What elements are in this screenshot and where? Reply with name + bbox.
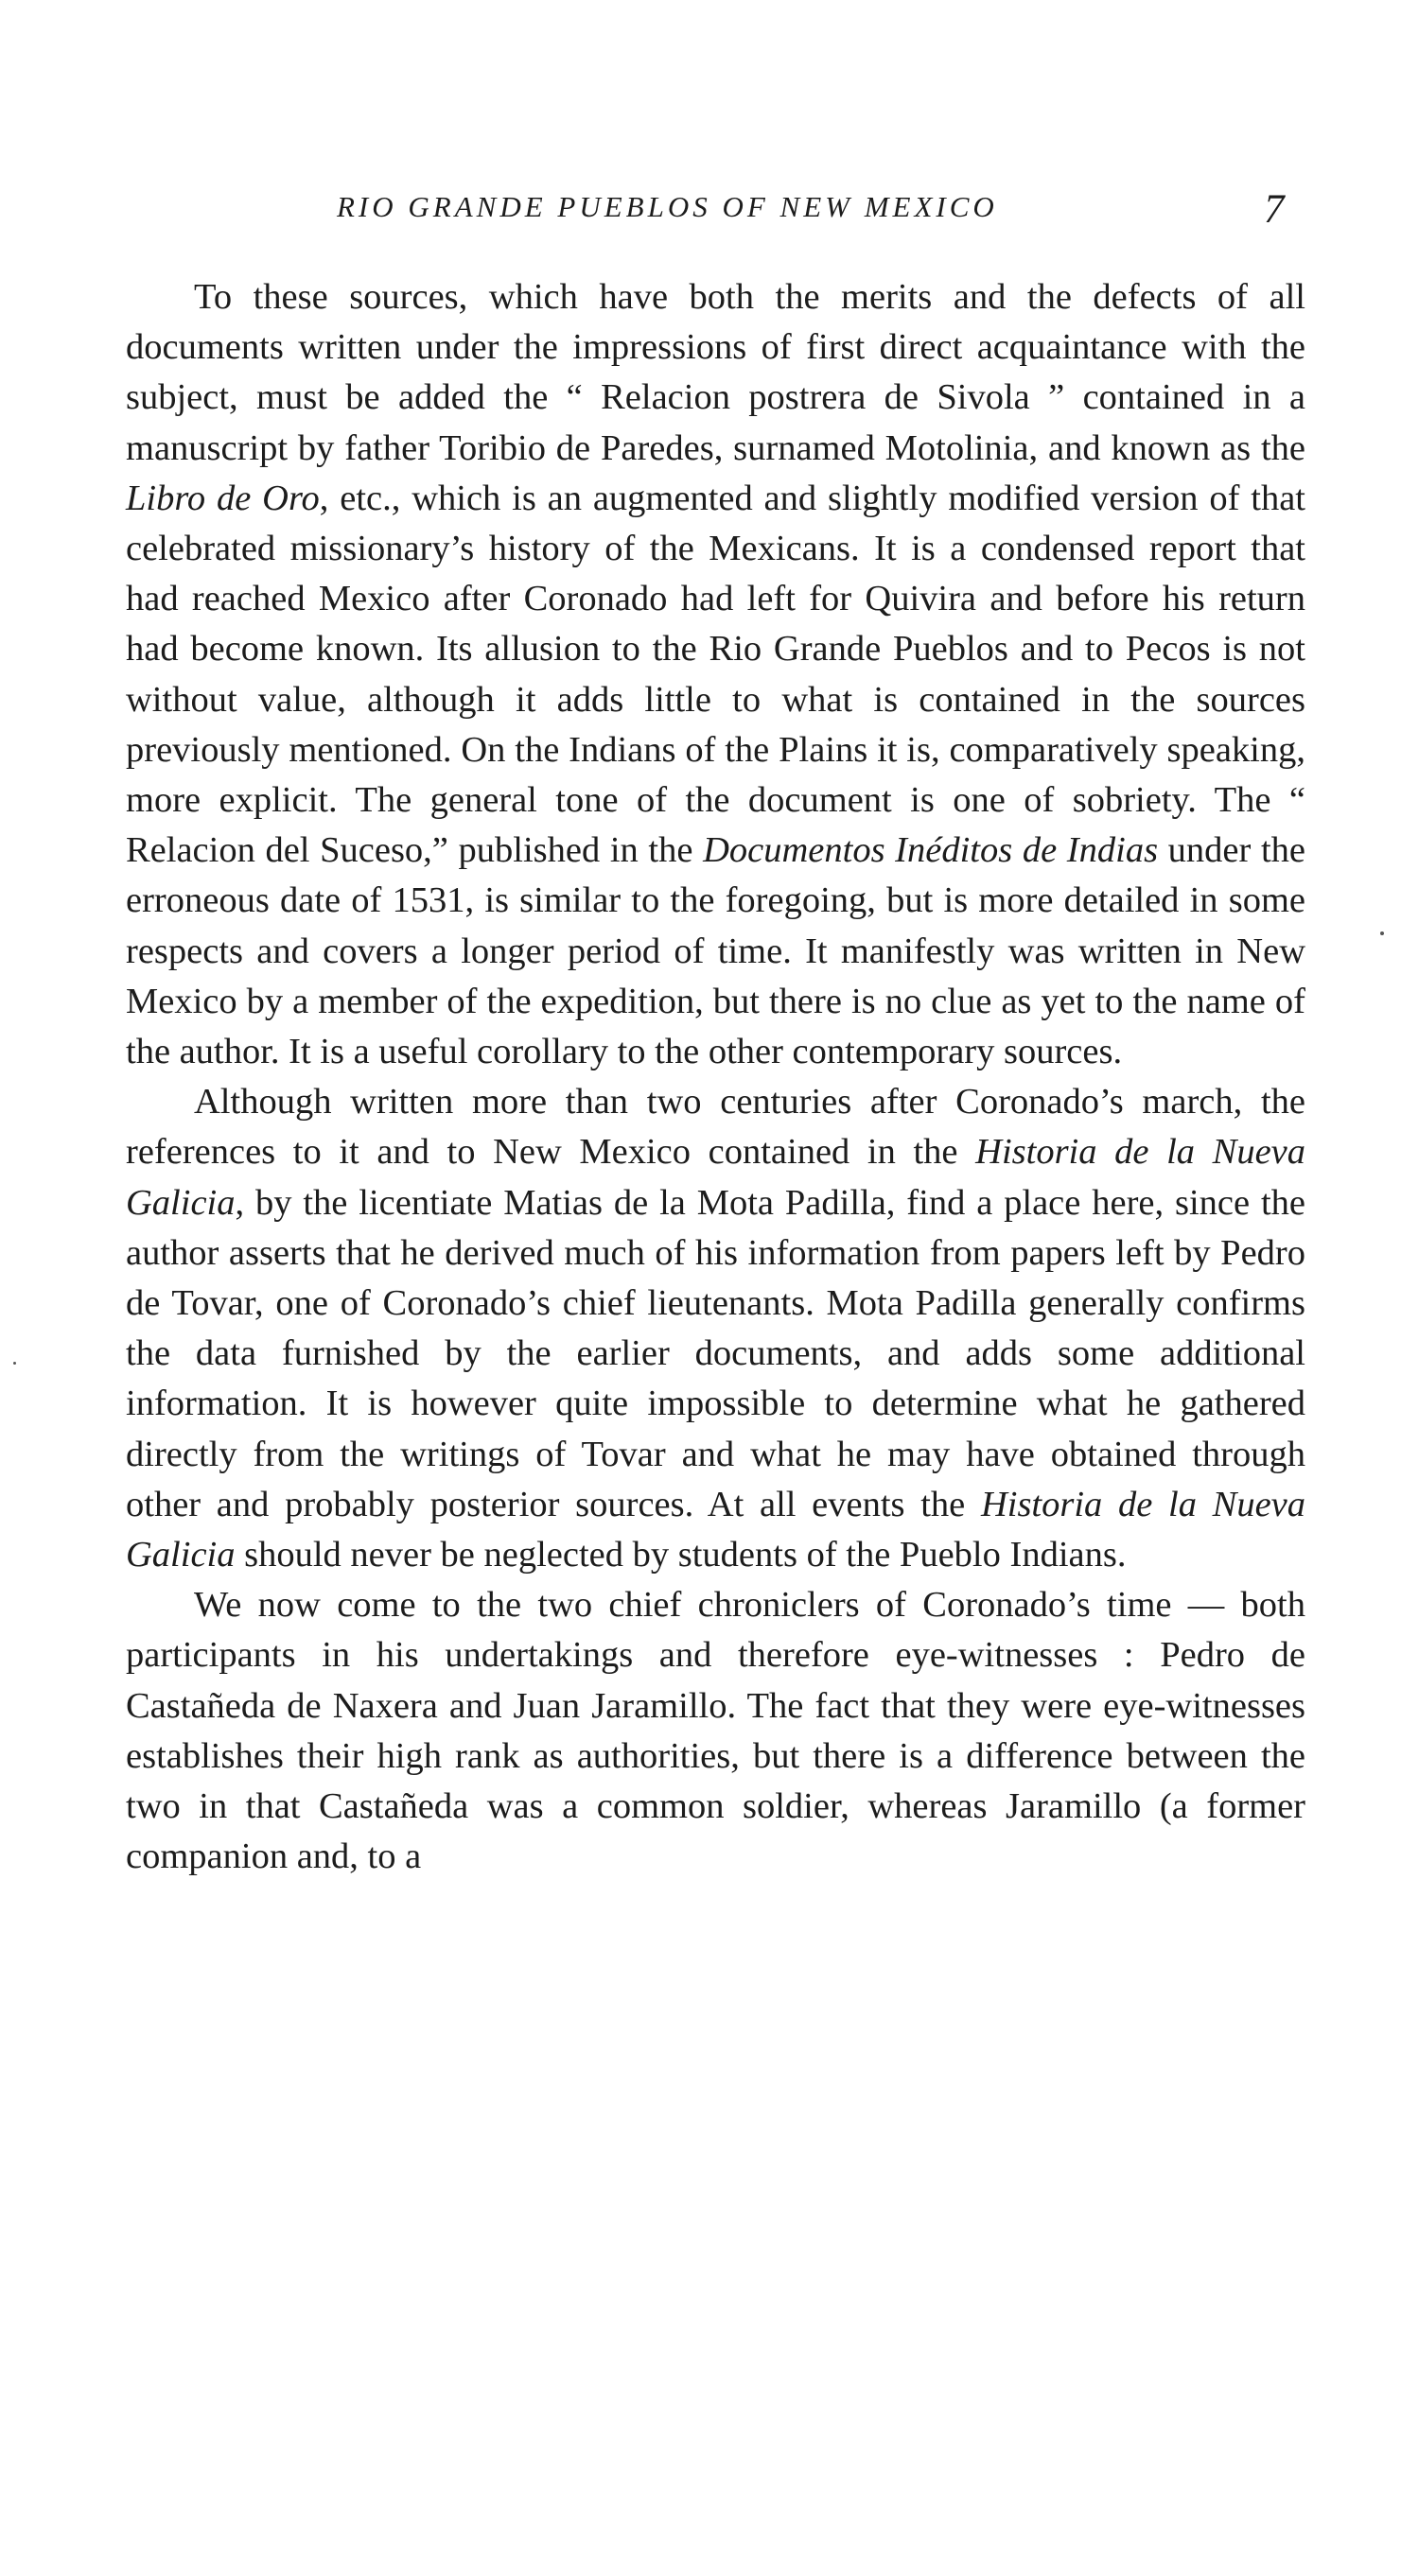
paragraph-text: , etc., which is an augmented and slightly modified version of that celebrated missionary’s history of the Mexicans. It is a condensed report that had reached Mexico after Coronado had left for Quivira and before his return had become known. Its allusion to the Rio Grande Pueblos and to Pecos is not without value, although it adds little to what is contained in the sources previously mentioned. On the Indians of the Plains it is, comparatively speaking, more explicit. The general tone of the document is one of sobriety. The “ Relacion del Suceso,” published in the	[126, 478, 1305, 871]
paragraph-1	[126, 272, 1305, 1077]
italic-title-documentos-ineditos: Documentos Inéditos de Indias	[703, 830, 1159, 871]
paragraph-text: We now come to the two chief chroniclers of Coronado’s time — both participants in his undertakings and therefore eye-witnesses : Pedro de Castañeda de Naxera and Juan Jaramillo. The fact that they were eye-witnesses establishes their high rank as authorities, but there is a difference between the two in that Castañeda was a common soldier, whereas Jaramillo (a former companion and, to a	[126, 1585, 1305, 1877]
paragraph-3	[126, 1580, 1305, 1882]
paragraph-text: Although written more than two centuries after Coronado’s march, the references to it and to New Mexico contained in the	[126, 1082, 1305, 1173]
paragraph-text: , by the licentiate Matias de la Mota Padilla, find a place here, since the author asserts that he derived much of his information from papers left by Pedro de Tovar, one of Coronado’s chief lieutenants. Mota Padilla generally confirms the data furnished by the earlier documents, and adds some additional information. It is however quite impossible to determine what he gathered directly from the writings of Tovar and what he may have obtained through other and probably posterior sources. At all events the	[126, 1182, 1305, 1524]
paragraph-2	[126, 1077, 1305, 1580]
italic-title-historia-nueva-galicia: Historia de la Nueva Galicia	[126, 1132, 1305, 1223]
page-number: 7	[1264, 187, 1285, 232]
italic-title-libro-de-oro: Libro de Oro	[126, 478, 320, 518]
paragraph-text: under the erroneous date of 1531, is similar to the foregoing, but is more detailed in some respects and covers a longer period of time. It manifestly was written in New Mexico by a member of the expedition, but there is no clue as yet to the name of the author. It is a useful corollary to the other contemporary sources.	[126, 830, 1305, 1072]
margin-speck	[13, 1362, 16, 1365]
italic-title-historia-nueva-galicia: Historia de la Nueva Galicia	[126, 1484, 1305, 1575]
body-text	[126, 272, 1305, 1883]
paragraph-text: To these sources, which have both the merits and the defects of all documents written under the impressions of first direct acquaintance with the subject, must be added the “ Relacion postrera de Sivola ” contained in a manuscript by father Toribio de Paredes, surnamed Motolinia, and known as the	[126, 277, 1305, 468]
margin-speck	[1380, 931, 1384, 935]
running-title: RIO GRANDE PUEBLOS OF NEW MEXICO	[337, 190, 998, 223]
running-head	[0, 184, 1401, 241]
paragraph-text: should never be neglected by students of the Pueblo Indians.	[235, 1535, 1127, 1575]
